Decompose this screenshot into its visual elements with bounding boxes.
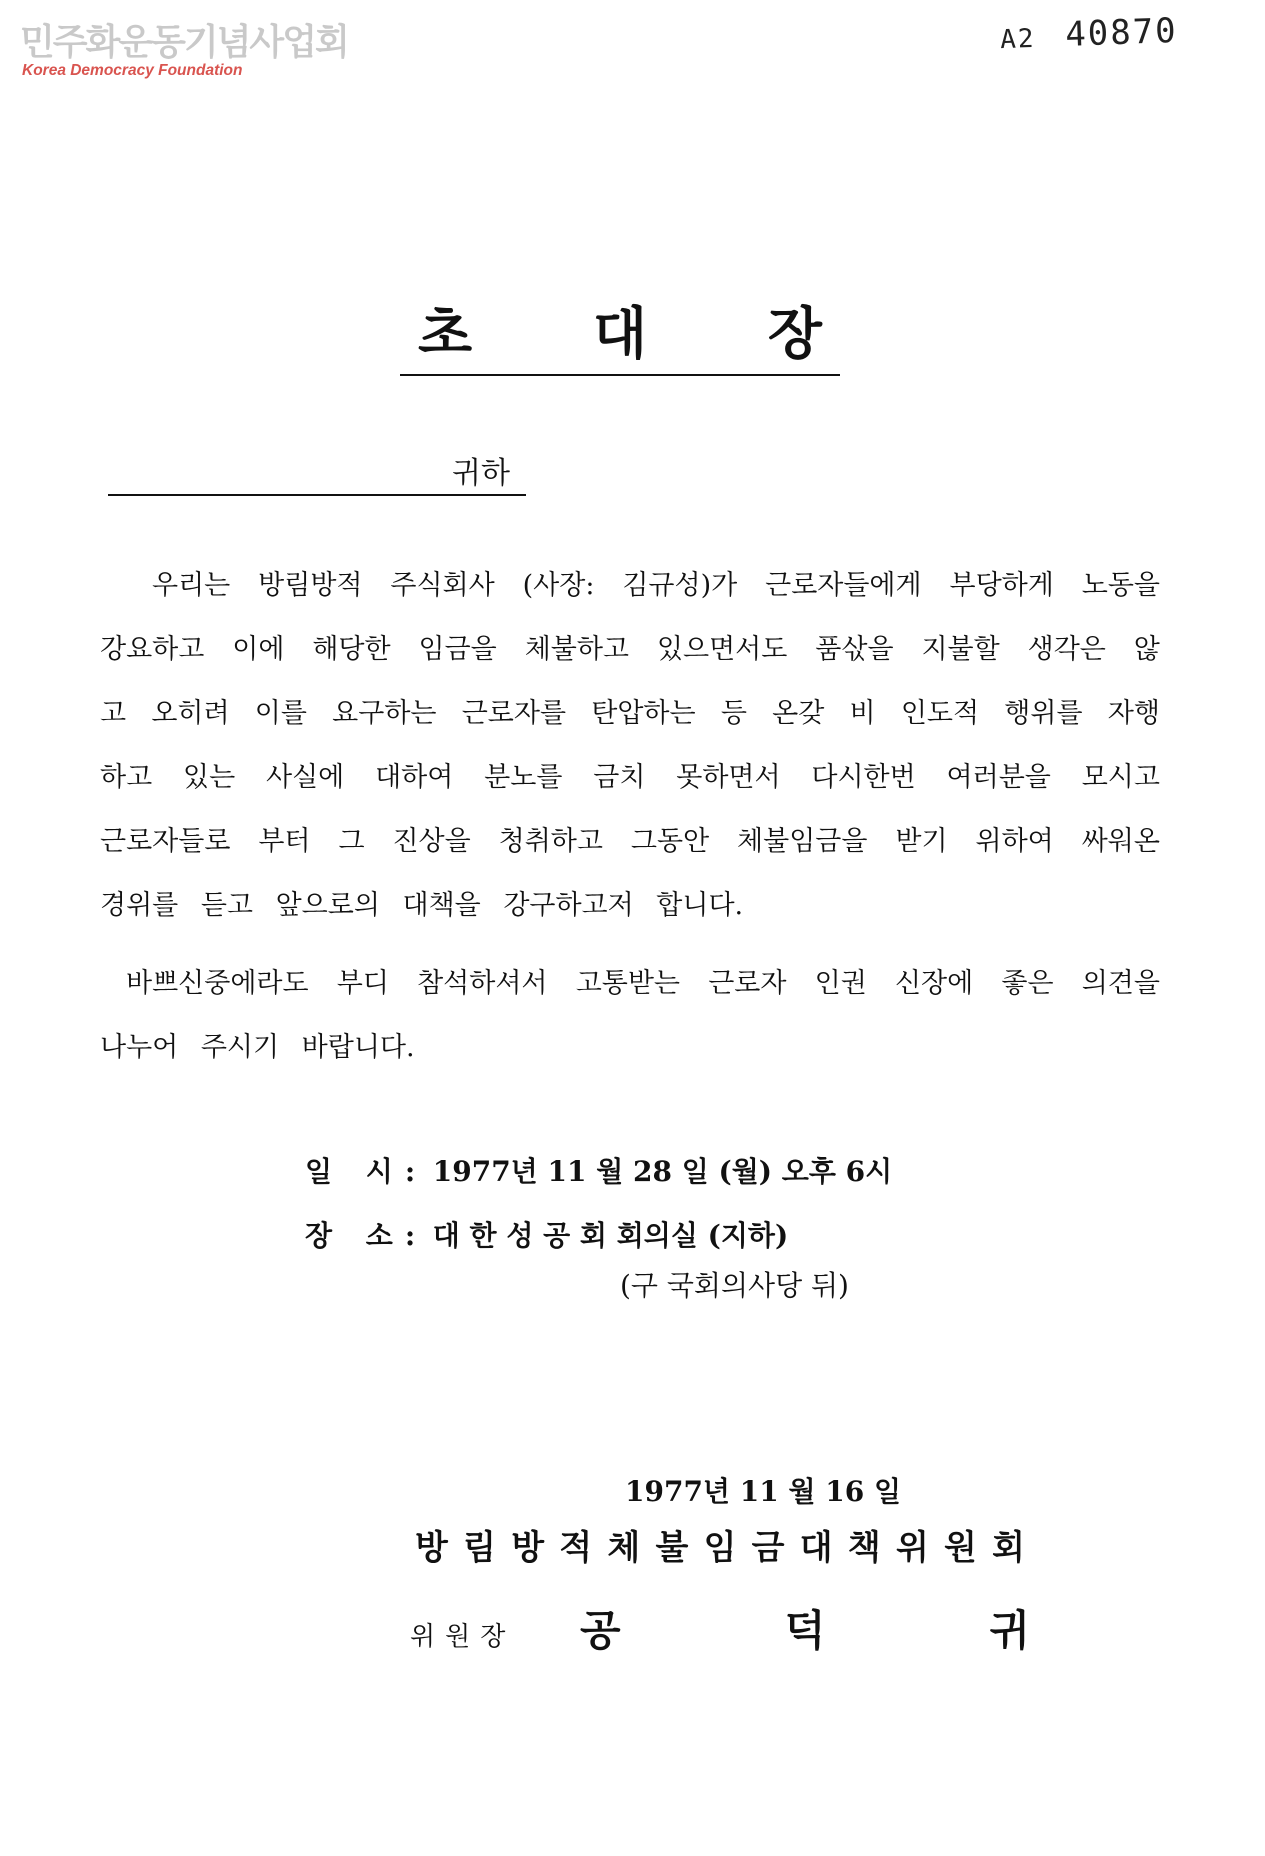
body-word: 진상을 (392, 826, 471, 857)
chairperson-name-char: 덕 (784, 1606, 826, 1655)
committee-char: 대 (799, 1528, 833, 1568)
body-word: 탄압하는 (591, 698, 696, 729)
chairperson-name-char: 귀 (989, 1606, 1030, 1655)
body-word: 체불하고 (524, 634, 630, 665)
body-word: 여러분을 (946, 762, 1051, 793)
body-word: 좋은 (1001, 968, 1054, 999)
committee-char: 방 (511, 1528, 545, 1568)
event-place-row (305, 1214, 788, 1254)
body-word: 근로자 (708, 968, 787, 999)
body-word: 그동안 (630, 826, 710, 857)
title-char: 대 (592, 301, 648, 367)
body-word: 근로자들로 (100, 826, 231, 857)
body-word: 근로자를 (461, 698, 567, 729)
committee-char: 불 (655, 1528, 689, 1568)
event-place-note: (구 국회의사당 뒤) (620, 1269, 849, 1302)
addressee-suffix: 귀하 (452, 456, 510, 491)
body-word: 위하여 (975, 826, 1054, 857)
body-word: 금치 (593, 762, 646, 793)
body-word: 고통받는 (575, 968, 681, 999)
chairperson-name (580, 1598, 1030, 1658)
body-word: 의견을 (1081, 968, 1160, 999)
body-word: 품삯을 (815, 634, 894, 665)
chairperson-row (410, 1598, 1030, 1658)
body-word: 대하여 (375, 762, 454, 793)
body-line (126, 970, 1160, 997)
committee-char: 림 (463, 1528, 496, 1568)
chairperson-name-char: 공 (580, 1606, 621, 1655)
body-line (152, 572, 1160, 599)
body-line (100, 636, 1160, 663)
body-word: 고 (100, 698, 127, 729)
body-word: 않 (1133, 634, 1160, 665)
body-word: 바쁘신중에라도 (126, 968, 309, 999)
chairperson-title: 위원장 (410, 1622, 516, 1652)
event-place-value: 대 한 성 공 회 회의실 (지하) (432, 1219, 789, 1252)
body-word: 신장에 (894, 968, 974, 999)
body-word: 못하면서 (676, 762, 781, 793)
body-word: 있는 (183, 762, 236, 793)
addressee-line (108, 448, 526, 496)
committee-char: 회 (992, 1528, 1025, 1568)
title-char: 장 (767, 301, 822, 367)
body-word: 싸워온 (1081, 826, 1160, 857)
body-word: 부디 (336, 968, 389, 999)
body-word: 부당하게 (949, 570, 1054, 601)
body-word: 그 (338, 826, 365, 857)
body-word: 있으면서도 (656, 634, 788, 665)
body-word: 받기 (895, 826, 948, 857)
event-date-row (305, 1150, 892, 1190)
body-word: 오히려 (151, 698, 230, 729)
body-word: 요구하는 (332, 698, 437, 729)
body-word: 김규성)가 (622, 570, 738, 601)
body-word: 이에 (232, 634, 285, 665)
body-word: 참석하셔서 (417, 968, 548, 999)
body-word: 비 (849, 698, 876, 729)
body-word: 근로자들에게 (765, 570, 922, 601)
title-char: 초 (418, 301, 473, 367)
document-title (400, 290, 840, 376)
body-word: 하고 (100, 762, 153, 793)
event-place-label: 장 소: (305, 1219, 428, 1252)
event-date-value: 1977년 11 월 28 일 (월) 오후 6시 (432, 1155, 893, 1188)
body-word: 우리는 (152, 570, 231, 601)
body-line: 경위를 듣고 앞으로의 대책을 강구하고저 합니다. (100, 890, 744, 921)
body-word: 자행 (1107, 698, 1160, 729)
body-word: 해당한 (312, 634, 391, 665)
body-word: 온갖 (772, 698, 825, 729)
committee-char: 적 (559, 1528, 593, 1568)
body-word: 강요하고 (100, 634, 205, 665)
body-word: 부터 (258, 826, 311, 857)
body-word: 청취하고 (498, 826, 603, 857)
body-word: 주식회사 (390, 570, 495, 601)
committee-char: 원 (944, 1528, 977, 1568)
archive-id (999, 11, 1178, 57)
body-word: 인도적 (900, 698, 980, 729)
event-date-label: 일 시: (305, 1155, 428, 1188)
committee-char: 위 (895, 1528, 929, 1568)
archive-id-prefix: A2 (999, 23, 1036, 56)
committee-char: 책 (847, 1528, 881, 1568)
body-word: 노동을 (1081, 570, 1160, 601)
body-word: 등 (720, 698, 747, 729)
body-word: 이를 (254, 698, 307, 729)
body-line (100, 828, 1160, 855)
committee-name (415, 1520, 1025, 1569)
foundation-logo-english: Korea Democracy Foundation (22, 62, 243, 79)
body-word: 방림방적 (258, 570, 363, 601)
committee-char: 체 (607, 1528, 641, 1568)
issue-date: 1977년 11 월 16 일 (625, 1475, 901, 1508)
body-line (100, 700, 1160, 727)
body-word: 인권 (814, 968, 867, 999)
committee-char: 방 (415, 1528, 448, 1568)
body-word: 다시한번 (811, 762, 916, 793)
body-word: 체불임금을 (737, 826, 868, 857)
body-word: 사실에 (266, 762, 345, 793)
body-line: 나누어 주시기 바랍니다. (100, 1032, 415, 1063)
body-word: (사장: (522, 570, 595, 601)
committee-char: 임 (703, 1528, 737, 1568)
foundation-logo-korean: 민주화운동기념사업회 (20, 22, 348, 63)
body-word: 분노를 (484, 762, 563, 793)
body-line (100, 764, 1160, 791)
body-word: 지불할 (921, 634, 1000, 665)
body-word: 생각은 (1027, 634, 1106, 665)
body-word: 행위를 (1004, 698, 1083, 729)
committee-char: 금 (751, 1528, 785, 1568)
body-word: 임금을 (418, 634, 497, 665)
body-word: 모시고 (1081, 762, 1160, 793)
archive-id-number: 40870 (1064, 10, 1179, 55)
